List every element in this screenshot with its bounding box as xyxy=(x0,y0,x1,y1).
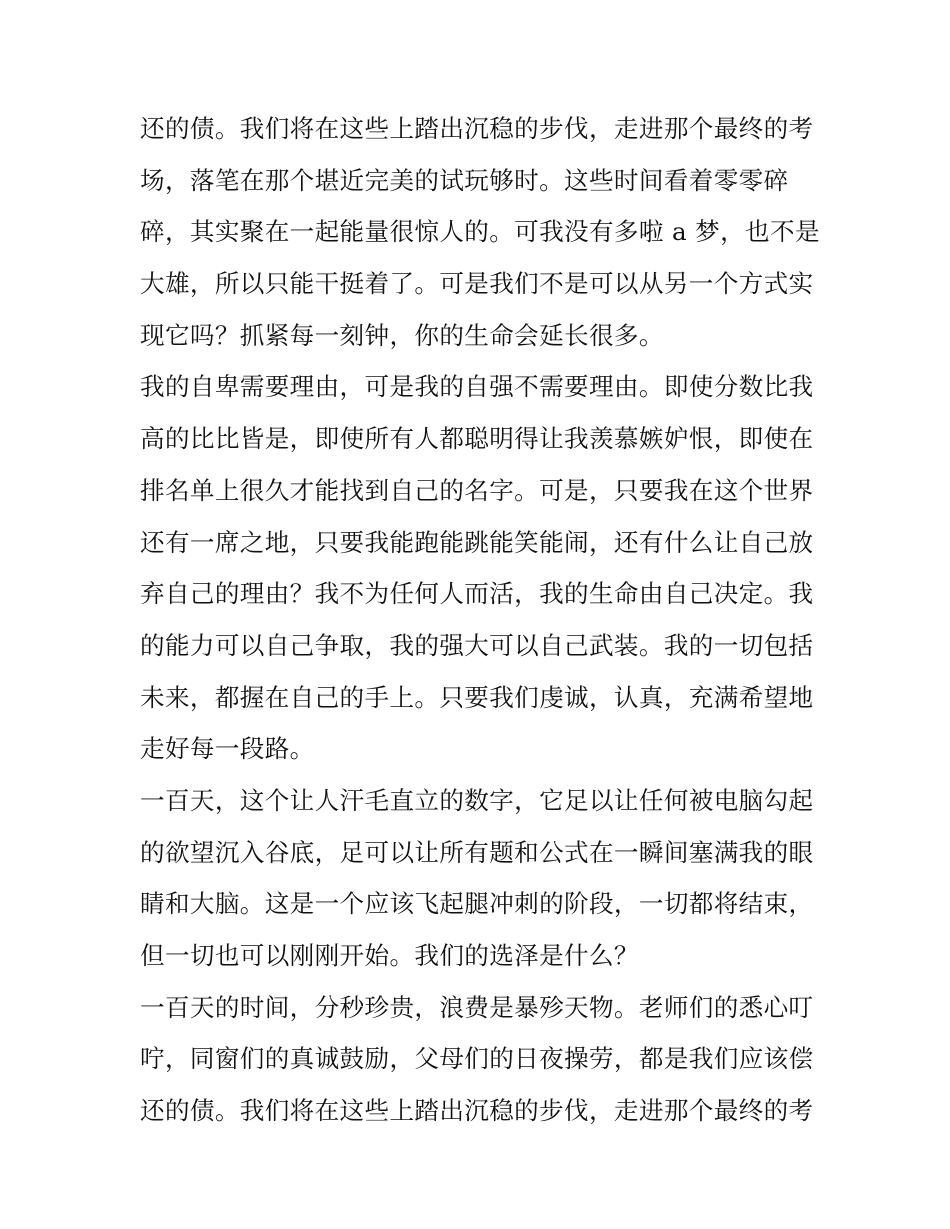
text-line: 一百天，这个让人汗毛直立的数字，它足以让任何被电脑勾起 xyxy=(140,785,814,815)
text-line: 还有一席之地，只要我能跑能跳能笑能闹，还有什么让自己放 xyxy=(140,527,814,557)
text-line: 现它吗？抓紧每一刻钟，你的生命会延长很多。 xyxy=(140,320,664,350)
text-line: 的欲望沉入谷底，足可以让所有题和公式在一瞬间塞满我的眼 xyxy=(140,837,814,867)
text-line: 还的债。我们将在这些上踏出沉稳的步伐，走进那个最终的考 xyxy=(140,114,814,143)
text-line: 排名单上很久才能找到自己的名字。可是，只要我在这个世界 xyxy=(140,475,814,505)
text-line: 走好每一段路。 xyxy=(140,734,315,764)
text-line: 碎，其实聚在一起能量很惊人的。可我没有多啦 a 梦，也不是 xyxy=(140,217,820,247)
text-line: 大雄，所以只能干挺着了。可是我们不是可以从另一个方式实 xyxy=(140,269,814,299)
text-line: 高的比比皆是，即使所有人都聪明得让我羡慕嫉妒恨，即使在 xyxy=(140,424,814,454)
text-line: 的能力可以自己争取，我的强大可以自己武装。我的一切包括 xyxy=(140,630,814,660)
text-line: 但一切也可以刚刚开始。我们的选泽是什么？ xyxy=(140,941,639,970)
text-line: 还的债。我们将在这些上踏出沉稳的步伐，走进那个最终的考 xyxy=(140,1096,814,1126)
text-line: 咛，同窗们的真诚鼓励，父母们的日夜操劳，都是我们应该偿 xyxy=(140,1044,814,1074)
text-line: 睛和大脑。这是一个应该飞起腿冲刺的阶段，一切都将结束， xyxy=(140,889,814,919)
document-body xyxy=(140,103,820,1137)
text-line: 场，落笔在那个堪近完美的试玩够时。这些时间看着零零碎 xyxy=(140,165,789,195)
text-line: 我的自卑需要理由，可是我的自强不需要理由。即使分数比我 xyxy=(140,372,814,402)
text-line: 未来，都握在自己的手上。只要我们虔诚，认真，充满希望地 xyxy=(140,682,814,712)
text-line: 弃自己的理由？我不为任何人而活，我的生命由自己决定。我 xyxy=(140,579,814,609)
text-line: 一百天的时间，分秒珍贵，浪费是暴殄天物。老师们的悉心叮 xyxy=(140,992,814,1022)
